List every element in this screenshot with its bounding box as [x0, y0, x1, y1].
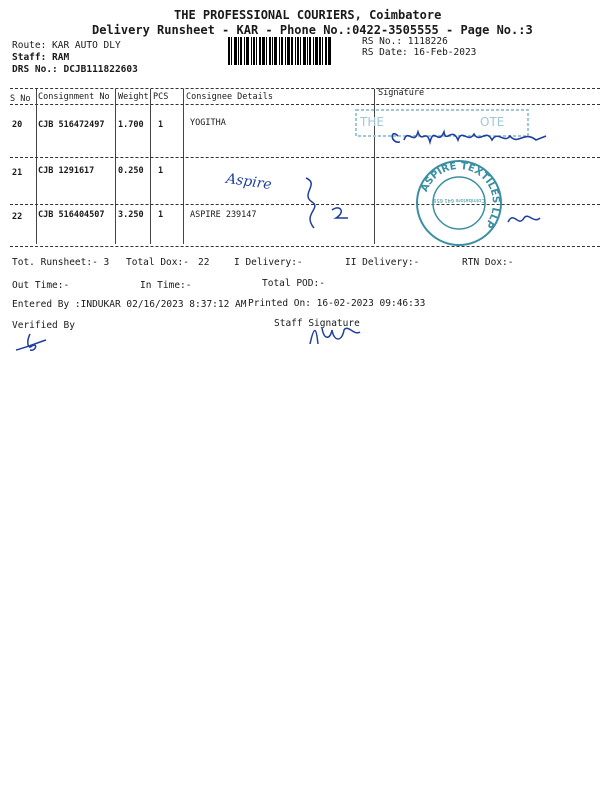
entered-by: Entered By :INDUKAR 02/16/2023 8:37:12 AM	[12, 299, 247, 310]
row-sno: 22	[12, 212, 23, 222]
row-sno: 21	[12, 168, 23, 178]
drs-number: DRS No.: DCJB111822603	[12, 64, 138, 75]
total-pod: Total POD:-	[262, 278, 325, 289]
col-header-signature: Signature	[378, 88, 425, 98]
stamp-center-text: Coimbatore 641 659	[433, 197, 485, 203]
row-pcs: 1	[158, 210, 164, 220]
tot-runsheet: Tot. Runsheet:- 3	[12, 257, 110, 268]
handwritten-note: Aspire	[225, 170, 273, 194]
company-title: THE PROFESSIONAL COURIERS, Coimbatore	[174, 8, 442, 22]
table-bottom-rule	[10, 246, 600, 247]
row-consignment: CJB 516404507	[38, 210, 105, 220]
ii-delivery: II Delivery:-	[345, 257, 420, 268]
row-sno: 20	[12, 120, 23, 130]
recipient-signature	[388, 118, 548, 154]
col-divider	[115, 89, 116, 244]
i-delivery: I Delivery:-	[234, 257, 303, 268]
printed-on: Printed On: 16-02-2023 09:46:33	[248, 298, 426, 309]
col-header-sno: S No	[10, 94, 31, 104]
row-consignment: CJB 516472497	[38, 120, 105, 130]
rs-number: RS No.: 1118226	[362, 36, 448, 47]
total-dox-label: Total Dox:-	[126, 257, 189, 268]
row-consignee: YOGITHA	[190, 118, 226, 128]
rtn-dox: RTN Dox:-	[462, 257, 514, 268]
rs-date: RS Date: 16-Feb-2023	[362, 47, 477, 58]
row-rule	[10, 157, 600, 158]
out-time: Out Time:-	[12, 280, 70, 291]
route-label: Route: KAR AUTO DLY	[12, 40, 121, 51]
col-header-pcs: PCS	[153, 92, 169, 102]
handwritten-brace	[298, 174, 358, 234]
staff-signature-label: Staff Signature	[274, 318, 360, 329]
staff-label: Staff: RAM	[12, 52, 70, 63]
col-header-weight: Weight	[118, 92, 149, 102]
in-time: In Time:-	[140, 280, 192, 291]
handwritten-mark	[504, 208, 544, 230]
row-consignment: CJB 1291617	[38, 166, 95, 176]
row-pcs: 1	[158, 166, 164, 176]
col-header-consignee: Consignee Details	[186, 92, 273, 102]
row-weight: 1.700	[118, 120, 144, 130]
col-divider	[36, 89, 37, 244]
row-pcs: 1	[158, 120, 164, 130]
col-divider	[183, 89, 184, 244]
staff-signature	[304, 320, 364, 350]
col-header-consignment: Consignment No	[38, 92, 110, 102]
company-stamp	[414, 158, 504, 248]
col-divider	[150, 89, 151, 244]
faded-stamp-text-2: OTE	[480, 115, 505, 129]
row-weight: 0.250	[118, 166, 144, 176]
row-weight: 3.250	[118, 210, 144, 220]
verifier-signature	[12, 330, 52, 356]
total-dox-value: 22	[198, 257, 210, 268]
barcode	[228, 37, 358, 65]
runsheet-title: Delivery Runsheet - KAR - Phone No.:0422-3505555 - Page No.:3	[92, 23, 533, 37]
verified-by: Verified By	[12, 320, 75, 331]
faded-stamp-text: THE	[360, 115, 384, 129]
stamp-ring-text: ASPIRE TEXTILES LLP	[419, 160, 502, 230]
table-top-rule	[10, 88, 600, 89]
row-consignee: ASPIRE 239147	[190, 210, 257, 220]
